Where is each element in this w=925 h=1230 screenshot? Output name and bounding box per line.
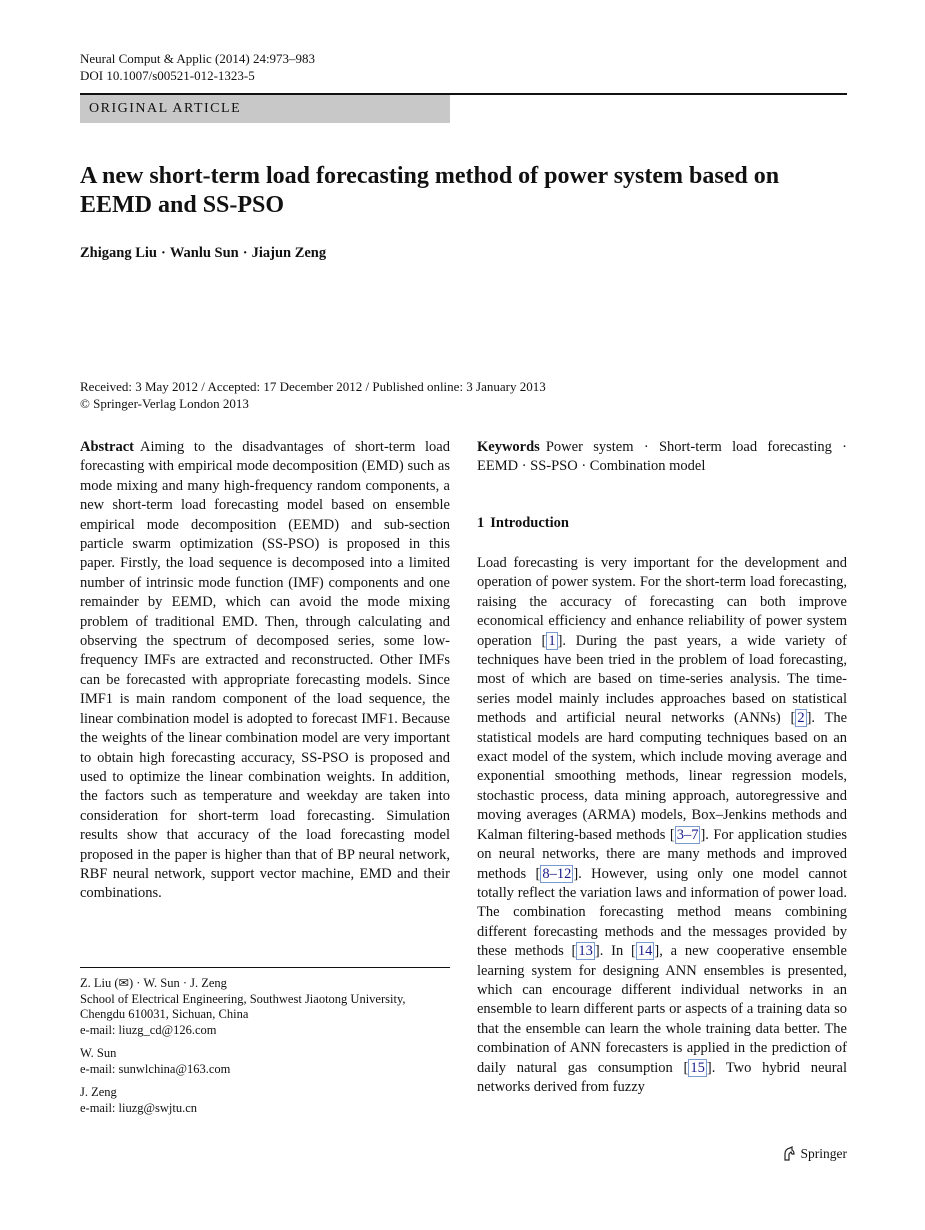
footnote-author-3 [80,1085,450,1116]
citation-link[interactable]: 3–7 [676,826,699,843]
introduction-body: Load forecasting is very important for the development and operation of power system. For the short-term load forecasting, raising the accuracy of forecasting can both improve economical efficiency and enhance reliability of power system operation [ 1 ]. During the past years, a wide variety of techniques have been tried in the problem of load forecasting, most of which are based on time-series analysis. The time-series model mainly includes approaches based on statistical methods and artificial neural networks (ANNs) [ 2 ]. The statistical models are hard computing techniques based on an exact model of the system, which include moving average and exponential smoothing methods, linear regression models, stochastic process, data mining approach, autoregressive and moving averages (ARMA) models, Box–Jenkins methods and Kalman filtering-based methods [ 3–7 ]. For application studies on neural networks, there are many methods and improved methods [ 8–12 ]. However, using only one model cannot totally reflect the variation laws and information of power load. The combination forecasting method means combining different forecasting methods and the messages provided by these methods [ 13 ]. In [ 14 ], a new cooperative ensemble learning system for designing ANN ensembles is presented, which can encourage different individual networks in an ensemble to learn different parts or aspects of a training data so that the ensemble can learn the whole training data better. The combination of ANN forecasters is applied in the prediction of daily natural gas consumption [ 15 ]. Two hybrid neural networks derived from fuzzy [477,555,848,1095]
citation-link[interactable]: 2 [797,710,805,727]
journal-header [80,50,315,84]
springer-horse-icon [781,1146,797,1162]
citation-link[interactable]: 13 [578,943,593,960]
publisher-name: Springer [800,1146,847,1161]
section-number: 1 [477,515,485,531]
abstract-text: Aiming to the disadvantages of short-term load forecasting with empirical mode decomposition (EMD) such as mode mixing and many high-frequency random components, a new short-term load forecasting model based on ensemble empirical mode decomposition (EEMD) and sub-section particle swarm optimization (SS-PSO) is proposed in this paper. Firstly, the load sequence is decomposed into a limited number of intrinsic mode function (IMF) components and one remainder by EEMD, which can avoid the mode mixing problem of traditional EMD. Then, through calculating and observing the spectrum of decomposed series, some low-frequency IMFs are extracted and reconstructed. Other IMFs can be forecasted with appropriate forecasting models. Since IMF1 is main random component of the load sequence, the linear combination model is adopted to forecast IMF1. Because the weights of the linear combination model are very important to obtain high forecasting accuracy, SS-PSO is proposed and used to optimize the linear combination weights. In addition, the factors such as temperature and weekday are taken into consideration for short-term load forecasting. Simulation results show that accuracy of the load forecasting model proposed in the paper is higher than that of BP neural network, RBF neural network, support vector machine, EMD and their combinations. [80,439,450,902]
author-name[interactable]: Jiajun Zeng [251,245,327,261]
citation-link[interactable]: 15 [690,1059,705,1076]
footnote-rule [80,967,450,968]
intro-text: . The statistical models are hard computing techniques based on an exact model of the system, which include moving average and exponential smoothing methods, linear regression models, stochastic process, data mining approach, autoregressive and moving averages (ARMA) models, Box–Jenkins methods and Kalman filtering-based methods [477,710,848,843]
intro-text: Load forecasting is very important for the development and operation of power system. For the short-term load forecasting, raising the accuracy of forecasting can both improve economical efficiency and enhance reliability of power system operation [477,555,847,649]
affiliation-line: School of Electrical Engineering, Southwest Jiaotong University, [80,991,406,1006]
history-dates: Received: 3 May 2012 / Accepted: 17 December 2012 / Published online: 3 January 2013 [80,379,546,394]
email-link[interactable]: e-mail: sunwlchina@163.com [80,1061,231,1076]
intro-text: , a new cooperative ensemble learning system for designing ANN ensembles is presented, which can encourage different individual networks in an ensemble to learn different parts or aspects of a training data so that the ensemble can learn the whole training data better. The combination of ANN forecasters is applied in the prediction of daily natural gas consumption [477,943,847,1076]
publisher-footer [781,1146,848,1162]
footnote-authors: Z. Liu (✉) · W. Sun · J. Zeng [80,976,227,990]
author-name[interactable]: Zhigang Liu [80,245,157,261]
section-title: Introduction [490,515,569,531]
citation-link[interactable]: 14 [637,943,653,960]
citation-link[interactable]: 1 [548,632,556,649]
intro-text: . In [599,943,632,960]
email-link[interactable]: e-mail: liuzg_cd@126.com [80,1022,217,1037]
section-heading [477,515,569,532]
intro-text: . However, using only one model cannot totally reflect the variation laws and information of power load. The combination forecasting method means combining different forecasting methods and the messages provided by these methods [477,865,847,960]
footnote-author-name: W. Sun [80,1046,117,1060]
footnote-author-2 [80,1046,450,1077]
intro-text: . Two hybrid neural networks derived from fuzzy [477,1059,848,1095]
email-link[interactable]: e-mail: liuzg@swjtu.cn [80,1100,198,1115]
keywords-label: Keywords [477,439,540,455]
article-type-badge: ORIGINAL ARTICLE [80,95,450,123]
copyright: © Springer-Verlag London 2013 [80,396,249,411]
keywords-text: Power system · Short-term load forecasting · EEMD · SS-PSO · Combination model [477,439,847,475]
keywords [477,438,847,477]
intro-text: . During the past years, a wide variety of techniques have been tried in the problem of load forecasting, most of which are based on time-series analysis. The time-series model mainly includes approaches based on statistical methods and artificial neural networks (ANNs) [477,632,847,727]
footnote-author-name: J. Zeng [80,1085,117,1099]
journal-citation: Neural Comput & Applic (2014) 24:973–983 [80,51,316,66]
author-separator: · [242,245,248,261]
author-name[interactable]: Wanlu Sun [169,245,239,261]
paper-title: A new short-term load forecasting method of power system based on EEMD and SS-PSO [80,163,780,218]
affiliation-line: Chengdu 610031, Sichuan, China [80,1007,249,1021]
abstract-label: Abstract [80,439,134,455]
author-separator: · [160,245,166,261]
intro-text: . For application studies on neural networks, there are many methods and improved methods [477,826,847,882]
publication-dates [80,378,546,412]
abstract [80,438,450,904]
author-list [80,245,326,262]
footnote-corresponding-author [80,976,450,1038]
citation-link[interactable]: 8–12 [542,865,572,882]
doi[interactable]: DOI 10.1007/s00521-012-1323-5 [80,68,255,83]
